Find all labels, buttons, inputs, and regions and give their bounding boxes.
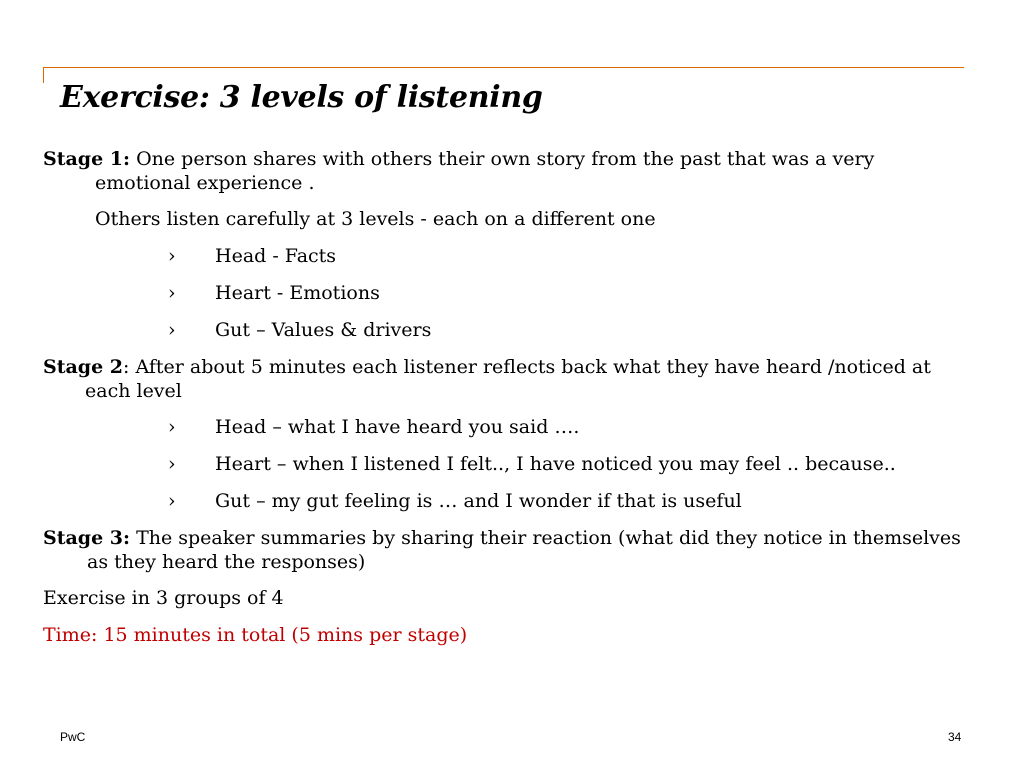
stage-3-text: The speaker summaries by sharing their reaction (what did they notice in themselves as they heard the responses) — [87, 527, 961, 573]
stage-3-label: Stage 3: — [43, 527, 131, 549]
bullet-text: Gut – Values & drivers — [215, 319, 432, 341]
slide-title: Exercise: 3 levels of listening — [60, 80, 543, 115]
time-text: Time: 15 minutes in total (5 mins per stage) — [43, 624, 468, 646]
bullet-marker: › — [168, 490, 176, 512]
stage-3-paragraph — [43, 526, 973, 574]
bullet-marker: › — [168, 319, 176, 341]
page-number: 34 — [948, 730, 962, 744]
stage-2-label: Stage 2 — [43, 356, 124, 378]
bullet-text: Head – what I have heard you said …. — [215, 416, 580, 438]
stage-2-paragraph — [43, 355, 973, 403]
list-item — [43, 318, 973, 342]
stage-2-text: : After about 5 minutes each listener reflects back what they have heard /noticed at each level — [85, 356, 931, 402]
title-rule — [43, 67, 964, 68]
list-item — [43, 452, 973, 476]
list-item — [43, 489, 973, 513]
bullet-marker: › — [168, 282, 176, 304]
list-item — [43, 281, 973, 305]
slide-body — [43, 147, 973, 660]
list-item — [43, 415, 973, 439]
bullet-text: Heart – when I listened I felt.., I have noticed you may feel .. because.. — [215, 453, 896, 475]
stage-1-text: One person shares with others their own story from the past that was a very emotional experience . — [95, 148, 875, 194]
bullet-text: Gut – my gut feeling is … and I wonder if that is useful — [215, 490, 742, 512]
list-item — [43, 244, 973, 268]
title-rule-tick — [43, 67, 44, 83]
bullet-text: Heart - Emotions — [215, 282, 380, 304]
bullet-marker: › — [168, 453, 176, 475]
bullet-marker: › — [168, 416, 176, 438]
stage-1-paragraph — [43, 147, 973, 195]
bullet-marker: › — [168, 245, 176, 267]
groups-text: Exercise in 3 groups of 4 — [43, 587, 284, 609]
stage-1-subtext: Others listen carefully at 3 levels - each on a different one — [95, 208, 656, 230]
bullet-text: Head - Facts — [215, 245, 337, 267]
stage-1-label: Stage 1: — [43, 148, 131, 170]
footer-brand: PwC — [60, 730, 86, 744]
